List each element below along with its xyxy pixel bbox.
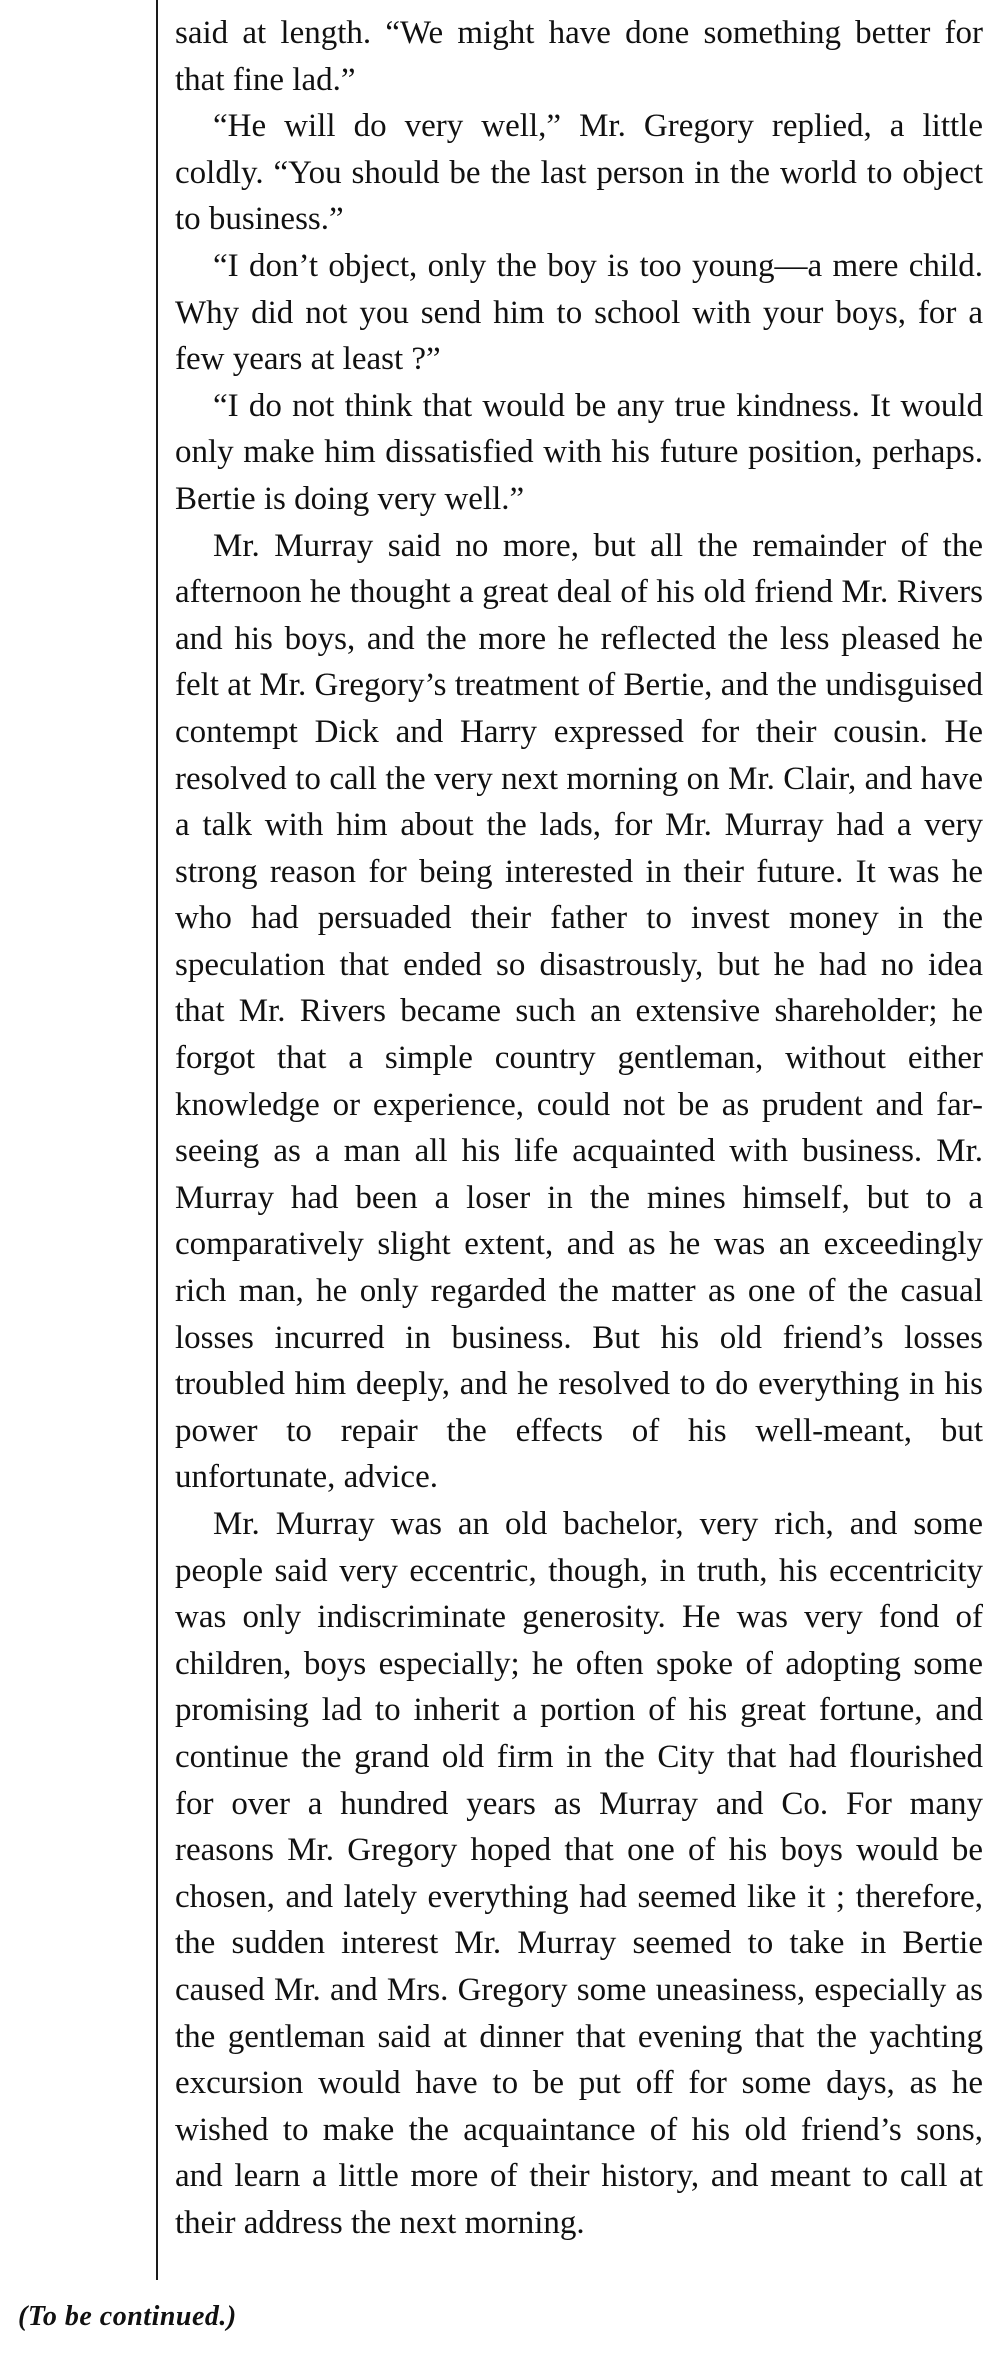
to-be-continued: (To be continued.) <box>18 2301 237 2332</box>
paragraph-murray-reflects: Mr. Murray said no more, but all the remainder of the afternoon he thought a great deal of his old friend Mr. Rivers and his boys, and the more he reflected the less pleased he felt at Mr. Gregory’s treatment of Bertie, and the undisguised contempt Dick and Harry expressed for their cousin. He resolved to call the very next morning on Mr. Clair, and have a talk with him about the lads, for Mr. Murray had a very strong reason for being interested in their future. It was he who had persuaded their father to invest money in the speculation that ended so disastrously, but he had no idea that Mr. Rivers became such an extensive shareholder; he forgot that a simple country gentleman, without either knowledge or experience, could not be as prudent and far-seeing as a man all his life acquainted with business. Mr. Murray had been a loser in the mines himself, but to a comparatively slight extent, and as he was an exceedingly rich man, he only regarded the matter as one of the casual losses incurred in business. But his old friend’s losses troubled him deeply, and he resolved to do everything in his power to repair the effects of his well-meant, but unfortunate, advice. <box>175 527 983 1496</box>
column-rule <box>156 0 158 2280</box>
paragraph-gregory-reply: “He will do very well,” Mr. Gregory replied, a little coldly. “You should be the last person in the world to object to business.” <box>175 108 983 238</box>
paragraph-continuation: said at length. “We might have done something better for that fine lad.” <box>175 15 983 98</box>
paragraph-objection: “I don’t object, only the boy is too young—a mere child. Why did not you send him to school with your boys, for a few years at least ?” <box>175 247 983 378</box>
paragraph-murray-bachelor: Mr. Murray was an old bachelor, very rich, and some people said very eccentric, though, in truth, his eccentricity was only indiscriminate generosity. He was very fond of children, boys especially; he often spoke of adopting some promising lad to inherit a portion of his great fortune, and continue the grand old firm in the City that had flourished for over a hundred years as Murray and Co. For many reasons Mr. Gregory hoped that one of his boys would be chosen, and lately everything had seemed like it ; therefore, the sudden interest Mr. Murray seemed to take in Bertie caused Mr. and Mrs. Gregory some uneasiness, especially as the gentleman said at dinner that evening that the yachting excursion would have to be put off for some days, as he wished to make the acquaintance of his old friend’s sons, and learn a little more of their history, and meant to call at their address the next morning. <box>175 1506 983 2241</box>
text-column <box>175 10 983 2247</box>
paragraph-kindness: “I do not think that would be any true kindness. It would only make him dissatisfied with his future position, perhaps. Bertie is doing very well.” <box>175 387 983 517</box>
